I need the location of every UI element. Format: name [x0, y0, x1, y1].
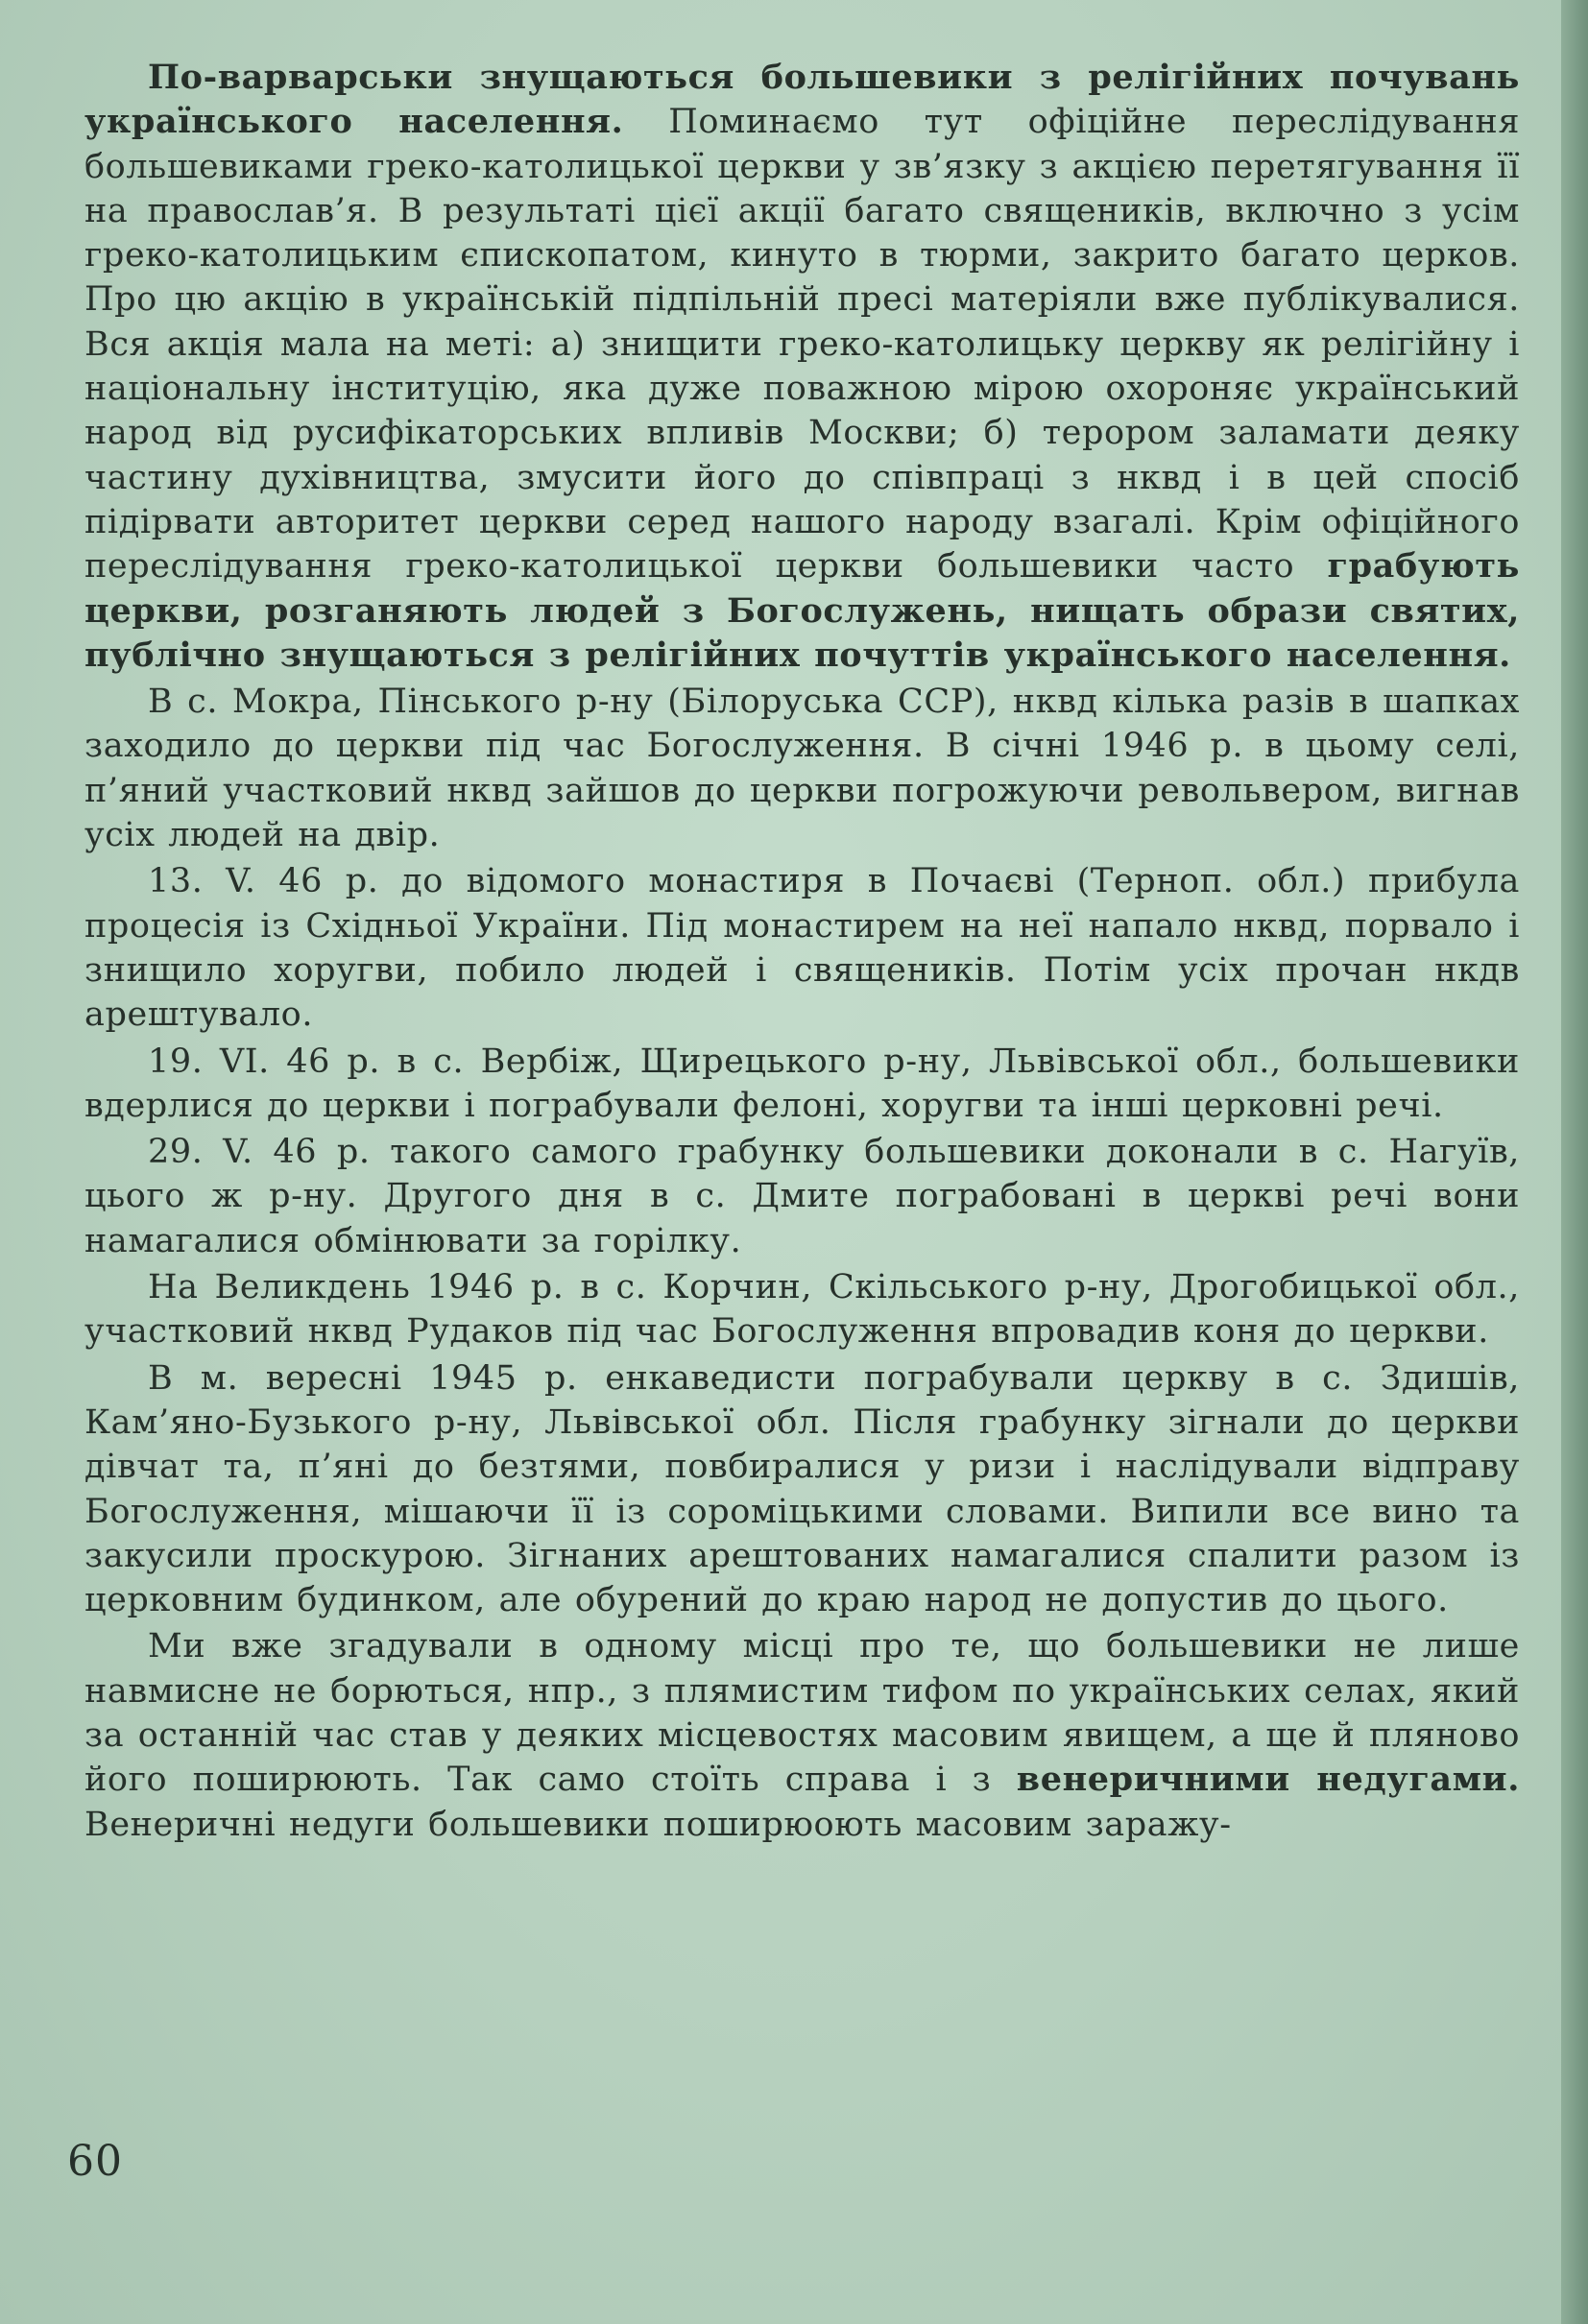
body-text-span: Поминаємо тут офіційне переслідування большевиками греко-католицької церкви у зв’язку з акцією перетягування її на православ’я. В результаті цієї акції багато священиків, включно з усім греко-католицьким єпископатом, кинуто в тюрми, закрито багато церков. Про цю акцію в українській підпільній пресі матеріяли вже публікувалися. Вся акція мала на меті: а) знищити греко-католицьку церкву як релігійну і національну інституцію, яка дуже поважною мірою охороняє український народ від русифікаторських впливів Москви; б) терором заламати деяку частину духівництва, змусити його до співпраці з нквд і в цей спосіб підірвати авторитет церкви серед нашого народу взагалі. Крім офіційного переслідування греко-католицької церкви большевики часто	[84, 103, 1520, 587]
body-text-span: Ми вже згадували в одному місці про те, що большевики не лише навмисне не борються, нпр., з плямистим тифом по українських селах, який за останній час став у деяких місцевостях масовим явищем, а ще й пляново його поширюють. Так само стоїть справа і з	[84, 1627, 1520, 1800]
body-text-span: Венеричні недуги большевики поширюоють масовим заражу-	[84, 1805, 1232, 1844]
body-text-span: 13. V. 46 р. до відомого монастиря в Почаєві (Терноп. обл.) прибула процесія із Східньої України. Під монастирем на неї напало нквд, порвало і знищило хоругви, побило людей і священиків. Потім усіх прочан нкдв арештувало.	[84, 862, 1520, 1035]
body-text-span: 29. V. 46 р. такого самого грабунку большевики доконали в с. Нагуїв, цього ж р-ну. Другого дня в с. Дмите пограбовані в церкві речі вони намагалися обмінювати за горілку.	[84, 1133, 1520, 1260]
paragraph-2	[84, 680, 1520, 857]
paragraph-7	[84, 1356, 1520, 1623]
paragraph-4	[84, 1040, 1520, 1129]
page-edge	[1561, 0, 1588, 2324]
bold-text: грабують церкви, розганяють людей з Богослужень, нищать образи святих, публічно знущаються з релігійних почуттів українського населення.	[84, 546, 1520, 675]
paragraph-8	[84, 1624, 1520, 1846]
body-text-span: На Великдень 1946 р. в с. Корчин, Скільського р-ну, Дрогобицької обл., участковий нквд Рудаков під час Богослуження впровадив коня до церкви.	[84, 1268, 1520, 1352]
body-text-span: 19. VI. 46 р. в с. Вербіж, Щирецького р-ну, Львівської обл., большевики вдерлися до церкви і пограбували фелоні, хоругви та інші церковні речі.	[84, 1042, 1520, 1125]
bold-text: венеричними недугами.	[1016, 1760, 1521, 1800]
paragraph-5	[84, 1130, 1520, 1263]
bold-text: По-варварськи знущаються большевики з релігійних почувань українського населення.	[84, 58, 1520, 142]
body-text	[84, 56, 1520, 1847]
paragraph-1	[84, 56, 1520, 678]
paragraph-3	[84, 859, 1520, 1037]
page-number: 60	[67, 2137, 123, 2186]
body-text-span: В м. вересні 1945 р. енкаведисти пограбували церкву в с. Здишів, Кам’яно-Бузького р-ну, Львівської обл. Після грабунку зігнали до церкви дівчат та, п’яні до безтями, повбиралися у ризи і наслідували відправу Богослуження, мішаючи її із сороміцькими словами. Випили все вино та закусили проскурою. Зігнаних арештованих намагалися спалити разом із церковним будинком, але обурений до краю народ не допустив до цього.	[84, 1358, 1520, 1620]
body-text-span: В с. Мокра, Пінського р-ну (Білоруська ССР), нквд кілька разів в шапках заходило до церкви під час Богослуження. В січні 1946 р. в цьому селі, п’яний участковий нквд зайшов до церкви погрожуючи револьвером, вигнав усіх людей на двір.	[84, 683, 1520, 855]
paragraph-6	[84, 1265, 1520, 1354]
